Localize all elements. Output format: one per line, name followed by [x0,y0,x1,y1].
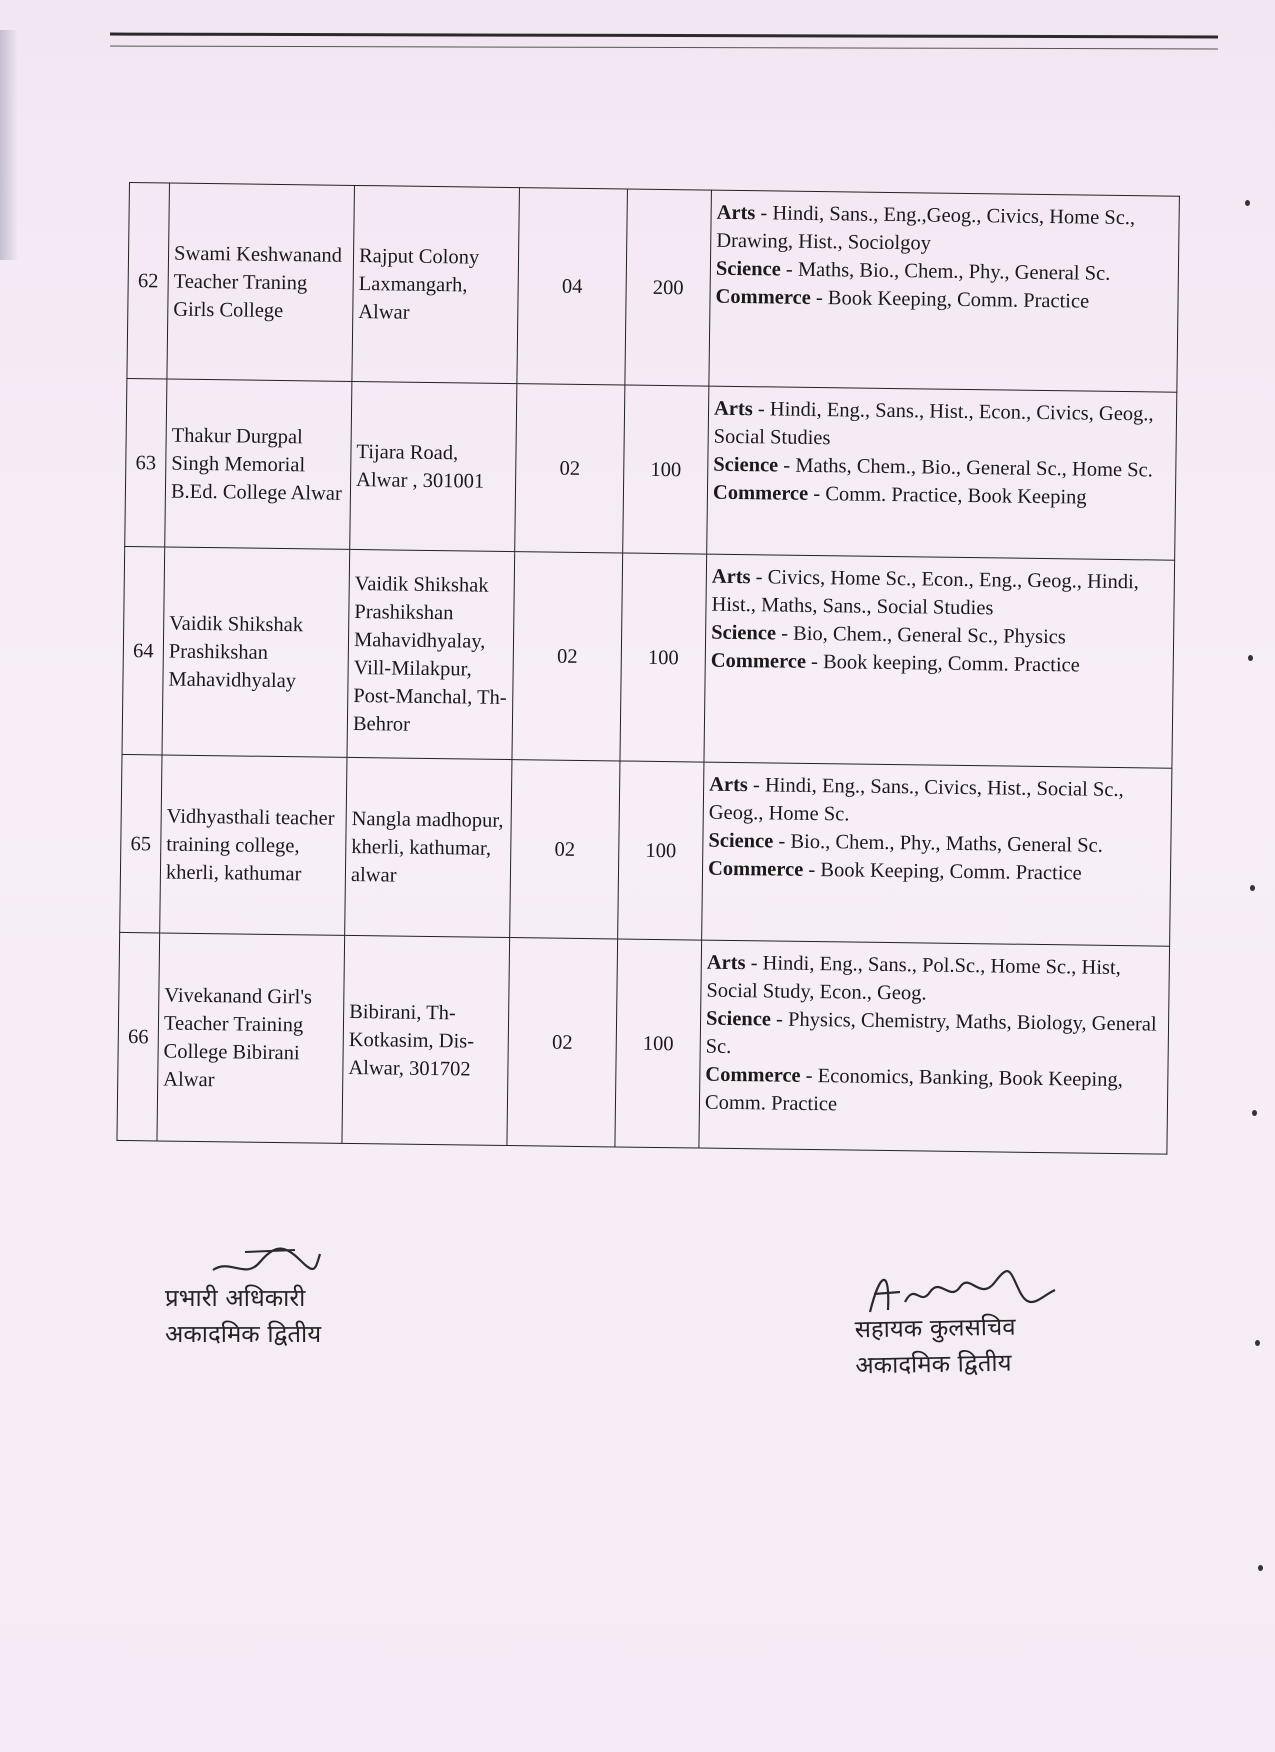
subject-group-label: Commerce [715,285,811,309]
seats-cell: 100 [620,553,707,762]
serial-number-cell: 63 [125,378,167,547]
subjects-cell [704,554,1175,768]
subject-group-list: - Book Keeping, Comm. Practice [803,858,1082,885]
subject-group-list: - Hindi, Eng., Sans., Civics, Hist., Social Sc., Geog., Home Sc. [708,774,1124,826]
college-name-cell: Thakur Durgpal Singh Memorial B.Ed. College Alwar [165,379,352,549]
subject-group [705,1061,1163,1123]
table-row [125,378,1177,560]
subject-group-label: Science [713,453,779,477]
college-table-container [116,182,1178,1155]
subjects-cell [702,762,1172,946]
subject-group-label: Commerce [707,857,804,881]
table-row [127,183,1179,393]
subject-group-label: Arts [709,773,749,797]
subject-group-list: - Physics, Chemistry, Maths, Biology, General Sc. [705,1008,1157,1058]
left-signature-title: प्रभारी अधिकारी [165,1284,306,1312]
college-address-cell: Bibirani, Th-Kotkasim, Dis-Alwar, 301702 [342,935,510,1145]
subject-group-label: Commerce [705,1063,801,1087]
left-signature-block [165,1280,321,1352]
subject-group [711,647,1168,681]
units-cell: 02 [512,552,623,761]
subject-group-list: - Comm. Practice, Book Keeping [808,482,1087,509]
right-signature-title: सहायक कुलसचिव [854,1312,1016,1344]
subjects-cell [699,940,1170,1154]
subject-group-label: Science [705,1007,772,1031]
seats-cell: 100 [623,385,709,554]
scan-speck [1258,1565,1263,1571]
seats-cell: 200 [625,189,712,386]
subject-group-list: - Bio., Chem., Phy., Maths, General Sc. [773,830,1103,857]
subject-group-list: - Book Keeping, Comm. Practice [810,286,1090,313]
college-address-cell: Tijara Road, Alwar , 301001 [350,381,517,551]
table-body [117,183,1179,1155]
college-address-cell: Vaidik Shikshak Prashikshan Mahavidhyalay, Vill-Milakpur, Post-Manchal, Th-Behror [347,549,515,759]
subject-group-list: - Hindi, Sans., Eng.,Geog., Civics, Home Sc., Drawing, Hist., Sociolgoy [716,202,1136,255]
serial-number-cell: 66 [117,932,160,1141]
scan-speck [1245,200,1250,206]
scan-speck [1248,655,1253,661]
subject-group-label: Commerce [710,649,807,673]
subject-group-label: Arts [706,951,746,975]
serial-number-cell: 65 [120,754,162,933]
scan-speck [1255,1340,1260,1346]
subject-group-list: - Civics, Home Sc., Econ., Eng., Geog., Hindi, Hist., Maths, Sans., Social Studies [711,566,1140,620]
subject-group-list: - Maths, Chem., Bio., General Sc., Home Sc. [778,454,1154,482]
right-signature-block [854,1309,1016,1384]
college-address-cell: Rajput Colony Laxmangarh, Alwar [352,185,520,383]
scan-edge-shadow [0,30,18,260]
subject-group-list: - Bio, Chem., General Sc., Physics [775,622,1066,649]
seats-cell: 100 [615,939,702,1148]
table-row [117,932,1170,1154]
subjects-cell [707,386,1177,560]
table-row [122,546,1175,768]
left-signature-dept: अकादमिक द्वितीय [165,1320,322,1348]
units-cell: 02 [507,938,618,1147]
right-signature-dept: अकादमिक द्वितीय [855,1348,1012,1380]
subject-group [716,199,1174,261]
units-cell: 02 [515,384,625,553]
college-address-cell: Nangla madhopur, kherli, kathumar, alwar [345,757,512,937]
scan-speck [1252,1110,1257,1116]
scan-speck [1250,885,1255,891]
subjects-cell [709,190,1180,392]
subject-group-label: Commerce [712,481,809,505]
subject-group [714,395,1172,457]
seats-cell: 100 [618,761,704,940]
subject-group [706,949,1164,1011]
subject-group-label: Arts [713,397,753,421]
table-row [120,754,1172,946]
subject-group [706,1005,1164,1067]
subject-group-list: - Hindi, Eng., Sans., Hist., Econ., Civics, Geog., Social Studies [713,398,1154,450]
subject-group [709,771,1167,833]
subject-group [711,563,1169,625]
serial-number-cell: 64 [122,546,165,755]
subject-group-list: - Book keeping, Comm. Practice [805,650,1080,677]
units-cell: 04 [517,188,628,385]
subject-group-label: Science [711,621,777,645]
college-table [116,182,1179,1155]
subject-group-list: - Economics, Banking, Book Keeping, Comm. Practice [704,1064,1123,1116]
subject-group-label: Arts [711,565,751,589]
subject-group-label: Science [708,829,774,853]
college-name-cell: Vivekanand Girl's Teacher Training College Bibirani Alwar [157,933,345,1143]
college-name-cell: Swami Keshwanand Teacher Traning Girls College [167,183,355,381]
header-rule [110,33,1218,50]
units-cell: 02 [510,760,620,939]
subject-group-list: - Maths, Bio., Chem., Phy., General Sc. [780,258,1111,285]
subject-group-list: - Hindi, Eng., Sans., Pol.Sc., Home Sc., Hist, Social Study, Econ., Geog. [706,952,1121,1005]
serial-number-cell: 62 [127,183,170,380]
college-name-cell: Vidhyasthali teacher training college, kherli, kathumar [160,755,347,935]
subject-group-label: Arts [716,201,756,225]
subject-group-label: Science [715,257,781,281]
college-name-cell: Vaidik Shikshak Prashikshan Mahavidhyalay [162,547,350,757]
